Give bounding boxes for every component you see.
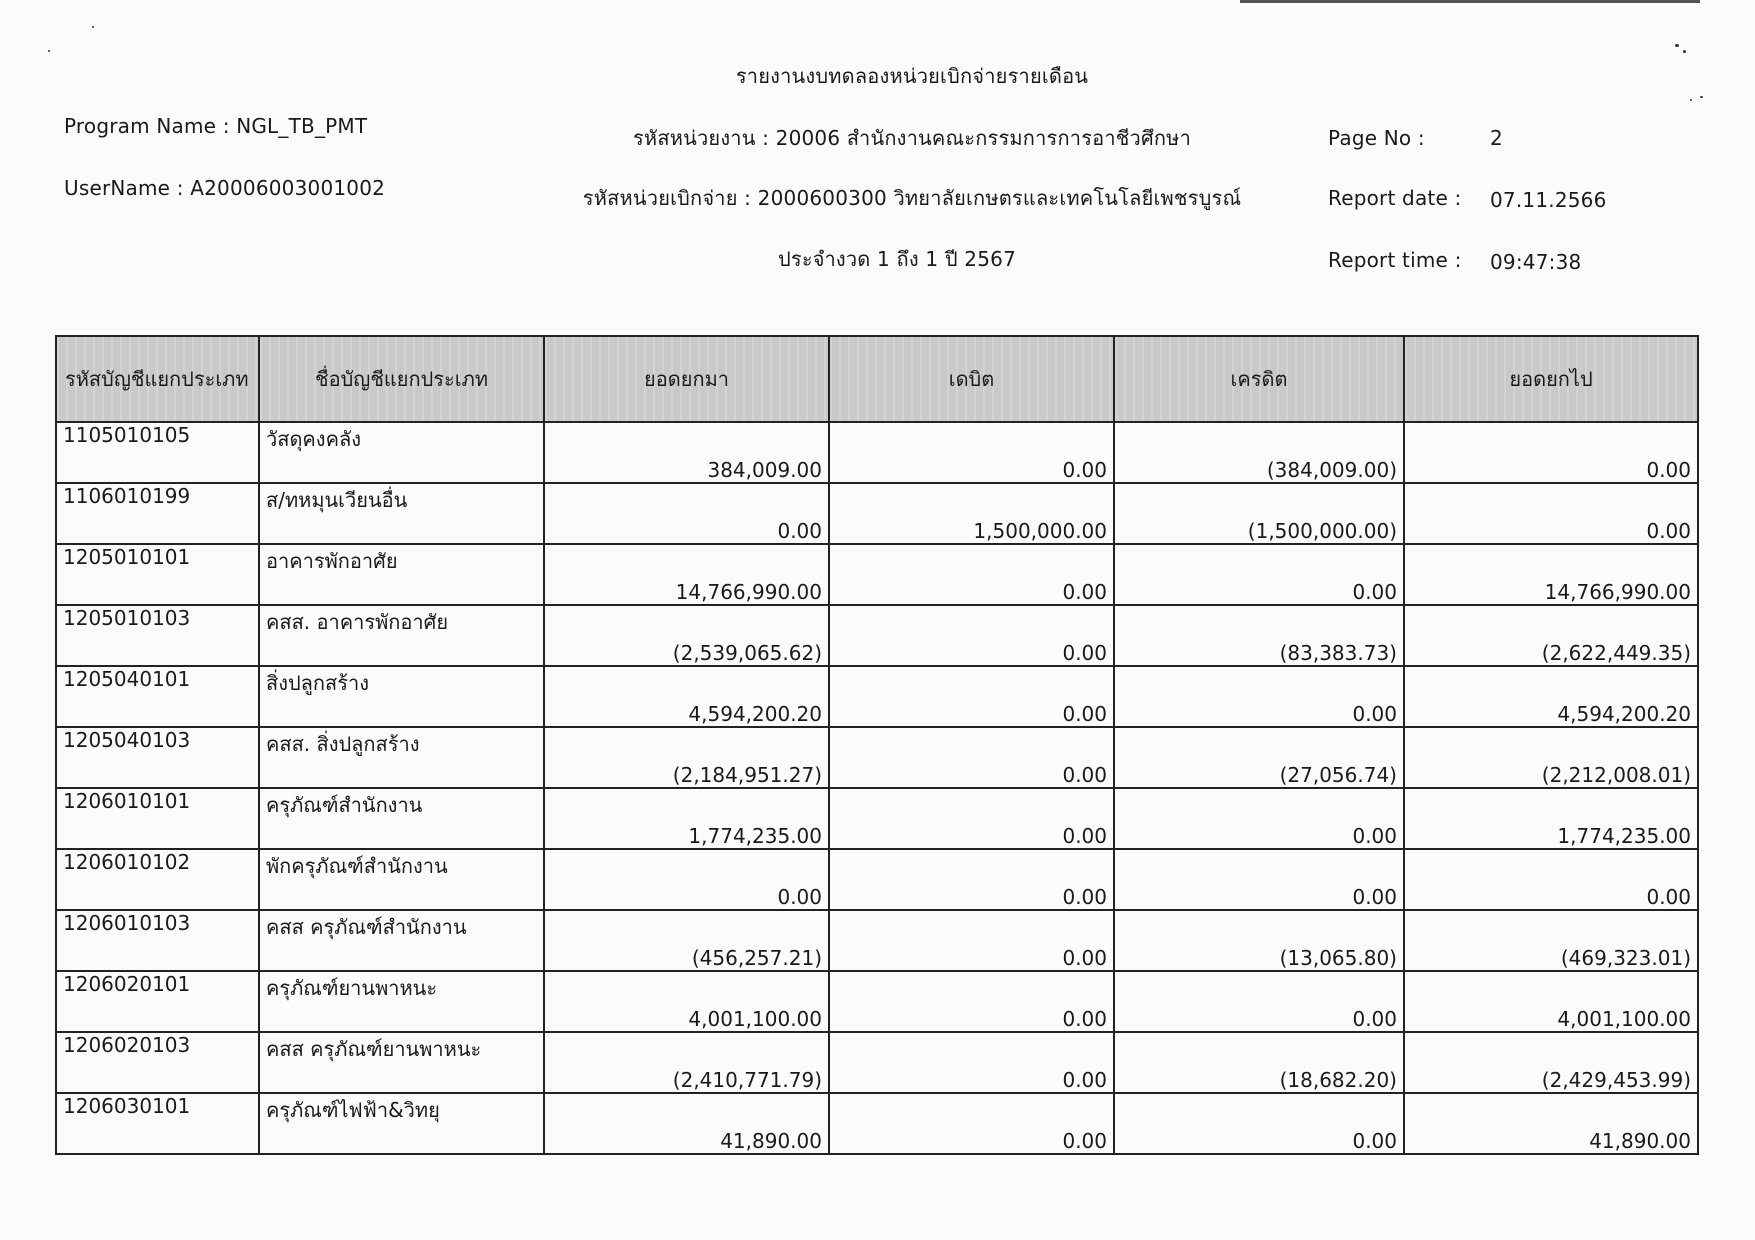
header-account-code: รหัสบัญชีแยกประเภท <box>56 336 259 422</box>
cell-account-code: 1205010101 <box>56 544 259 605</box>
table-row <box>56 422 1698 483</box>
cell-debit: 0.00 <box>829 788 1114 849</box>
cell-credit: 0.00 <box>1114 849 1404 910</box>
cell-credit: 0.00 <box>1114 971 1404 1032</box>
cell-account-code: 1206010103 <box>56 910 259 971</box>
cell-debit: 0.00 <box>829 544 1114 605</box>
cell-debit: 0.00 <box>829 910 1114 971</box>
cell-debit: 0.00 <box>829 666 1114 727</box>
page-no-label: Page No : <box>1328 126 1425 150</box>
cell-account-code: 1206010101 <box>56 788 259 849</box>
cell-brought-forward: 4,001,100.00 <box>544 971 829 1032</box>
table-header-row <box>56 336 1698 422</box>
cell-account-name: ส/ทหมุนเวียนอื่น <box>259 483 544 544</box>
cell-account-name: ครุภัณฑ์สำนักงาน <box>259 788 544 849</box>
agency-line: รหัสหน่วยงาน : 20006 สำนักงานคณะกรรมการการอาชีวศึกษา <box>632 126 1192 150</box>
cell-carried-forward: (2,212,008.01) <box>1404 727 1698 788</box>
cell-brought-forward: (2,410,771.79) <box>544 1032 829 1093</box>
table-row <box>56 483 1698 544</box>
header-carried-forward: ยอดยกไป <box>1404 336 1698 422</box>
cell-credit: (1,500,000.00) <box>1114 483 1404 544</box>
table-row <box>56 727 1698 788</box>
table-row <box>56 910 1698 971</box>
header-account-name: ชื่อบัญชีแยกประเภท <box>259 336 544 422</box>
report-time-value: 09:47:38 <box>1490 250 1582 274</box>
cell-brought-forward: 14,766,990.00 <box>544 544 829 605</box>
cell-account-code: 1206010102 <box>56 849 259 910</box>
table-row <box>56 544 1698 605</box>
header-brought-forward: ยอดยกมา <box>544 336 829 422</box>
cell-debit: 0.00 <box>829 727 1114 788</box>
report-title: รายงานงบทดลองหน่วยเบิกจ่ายรายเดือน <box>735 64 1089 88</box>
cell-brought-forward: (456,257.21) <box>544 910 829 971</box>
disbursing-unit-line: รหัสหน่วยเบิกจ่าย : 2000600300 วิทยาลัยเกษตรและเทคโนโลยีเพชรบูรณ์ <box>582 186 1242 210</box>
cell-carried-forward: 14,766,990.00 <box>1404 544 1698 605</box>
cell-account-name: พักครุภัณฑ์สำนักงาน <box>259 849 544 910</box>
cell-account-code: 1205040103 <box>56 727 259 788</box>
period-line: ประจำงวด 1 ถึง 1 ปี 2567 <box>777 247 1017 271</box>
table-row <box>56 1032 1698 1093</box>
cell-credit: 0.00 <box>1114 788 1404 849</box>
report-time-label: Report time : <box>1328 248 1462 272</box>
table-row <box>56 1093 1698 1154</box>
cell-account-name: สิ่งปลูกสร้าง <box>259 666 544 727</box>
user-name: UserName : A20006003001002 <box>64 176 386 200</box>
cell-account-name: ครุภัณฑ์ไฟฟ้า&วิทยุ <box>259 1093 544 1154</box>
cell-account-code: 1206020101 <box>56 971 259 1032</box>
cell-account-name: คสส ครุภัณฑ์สำนักงาน <box>259 910 544 971</box>
table-row <box>56 971 1698 1032</box>
cell-debit: 0.00 <box>829 1093 1114 1154</box>
cell-debit: 0.00 <box>829 971 1114 1032</box>
scan-speck <box>48 50 50 52</box>
cell-credit: (83,383.73) <box>1114 605 1404 666</box>
table-row <box>56 605 1698 666</box>
cell-brought-forward: (2,539,065.62) <box>544 605 829 666</box>
cell-account-code: 1205010103 <box>56 605 259 666</box>
scan-speck <box>1700 96 1703 98</box>
cell-carried-forward: 0.00 <box>1404 849 1698 910</box>
cell-brought-forward: 41,890.00 <box>544 1093 829 1154</box>
cell-carried-forward: 1,774,235.00 <box>1404 788 1698 849</box>
cell-brought-forward: 0.00 <box>544 483 829 544</box>
cell-credit: (27,056.74) <box>1114 727 1404 788</box>
cell-brought-forward: 4,594,200.20 <box>544 666 829 727</box>
cell-credit: (384,009.00) <box>1114 422 1404 483</box>
cell-account-code: 1106010199 <box>56 483 259 544</box>
scan-speck <box>1690 99 1692 101</box>
cell-account-name: วัสดุคงคลัง <box>259 422 544 483</box>
cell-debit: 0.00 <box>829 1032 1114 1093</box>
cell-account-name: คสส. สิ่งปลูกสร้าง <box>259 727 544 788</box>
table-row <box>56 849 1698 910</box>
cell-credit: (13,065.80) <box>1114 910 1404 971</box>
cell-carried-forward: (2,429,453.99) <box>1404 1032 1698 1093</box>
cell-carried-forward: (2,622,449.35) <box>1404 605 1698 666</box>
cell-credit: 0.00 <box>1114 544 1404 605</box>
scan-speck <box>1683 50 1686 53</box>
cell-debit: 0.00 <box>829 849 1114 910</box>
table-row <box>56 666 1698 727</box>
cell-carried-forward: 0.00 <box>1404 422 1698 483</box>
cell-account-code: 1206020103 <box>56 1032 259 1093</box>
cell-debit: 0.00 <box>829 605 1114 666</box>
cell-credit: 0.00 <box>1114 666 1404 727</box>
table-row <box>56 788 1698 849</box>
cell-brought-forward: 0.00 <box>544 849 829 910</box>
scan-speck <box>1675 44 1679 47</box>
cell-account-code: 1205040101 <box>56 666 259 727</box>
report-date-label: Report date : <box>1328 186 1462 210</box>
program-name: Program Name : NGL_TB_PMT <box>64 114 368 138</box>
cell-account-name: คสส. อาคารพักอาศัย <box>259 605 544 666</box>
cell-brought-forward: 1,774,235.00 <box>544 788 829 849</box>
header-debit: เดบิต <box>829 336 1114 422</box>
cell-carried-forward: 4,594,200.20 <box>1404 666 1698 727</box>
cell-brought-forward: 384,009.00 <box>544 422 829 483</box>
cell-account-code: 1206030101 <box>56 1093 259 1154</box>
cell-carried-forward: (469,323.01) <box>1404 910 1698 971</box>
cell-brought-forward: (2,184,951.27) <box>544 727 829 788</box>
cell-account-name: อาคารพักอาศัย <box>259 544 544 605</box>
cell-account-name: คสส ครุภัณฑ์ยานพาหนะ <box>259 1032 544 1093</box>
scan-speck <box>92 26 94 28</box>
cell-account-name: ครุภัณฑ์ยานพาหนะ <box>259 971 544 1032</box>
report-date-value: 07.11.2566 <box>1490 188 1607 212</box>
header-credit: เครดิต <box>1114 336 1404 422</box>
cell-credit: 0.00 <box>1114 1093 1404 1154</box>
cell-debit: 1,500,000.00 <box>829 483 1114 544</box>
scan-edge-line <box>1240 0 1700 3</box>
cell-carried-forward: 4,001,100.00 <box>1404 971 1698 1032</box>
cell-credit: (18,682.20) <box>1114 1032 1404 1093</box>
page-no-value: 2 <box>1490 126 1503 150</box>
cell-carried-forward: 0.00 <box>1404 483 1698 544</box>
trial-balance-table <box>55 335 1699 1155</box>
cell-debit: 0.00 <box>829 422 1114 483</box>
cell-carried-forward: 41,890.00 <box>1404 1093 1698 1154</box>
cell-account-code: 1105010105 <box>56 422 259 483</box>
